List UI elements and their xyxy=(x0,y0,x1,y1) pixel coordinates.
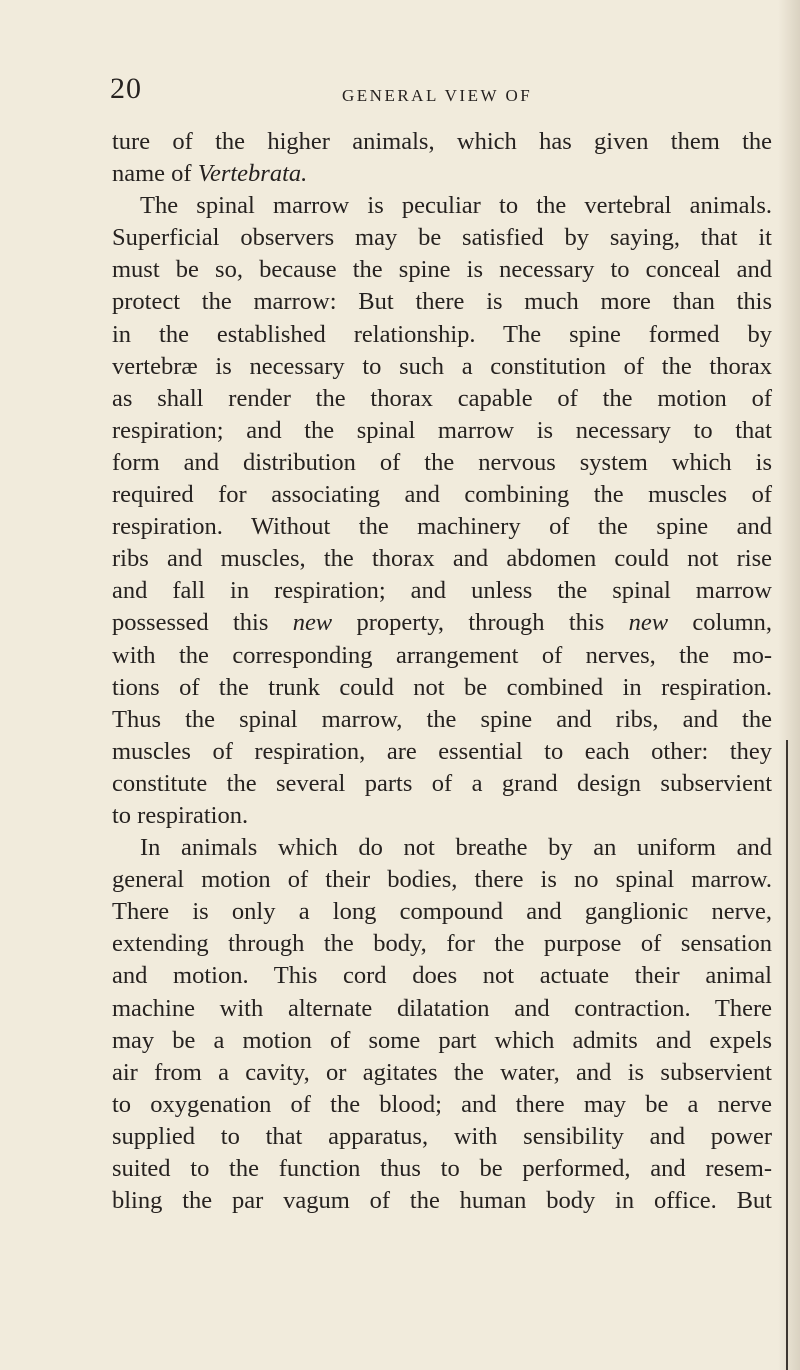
text-line xyxy=(112,1057,772,1089)
text-line xyxy=(112,286,772,318)
text-segment: column, xyxy=(668,609,772,637)
text-line xyxy=(112,896,772,928)
text-line xyxy=(112,640,772,672)
text-segment: and fall in respiration; and unless the spinal marrow xyxy=(112,577,772,605)
text-line xyxy=(112,158,772,190)
text-line xyxy=(112,1153,772,1185)
text-line xyxy=(112,479,772,511)
text-segment: respiration; and the spinal marrow is necessary to that xyxy=(112,416,772,444)
text-segment: required for associating and combining the muscles of xyxy=(112,481,772,509)
running-title: GENERAL VIEW OF xyxy=(342,86,533,105)
text-line xyxy=(112,543,772,575)
text-segment: with the corresponding arrangement of nerves, the mo- xyxy=(112,641,772,669)
text-line xyxy=(112,126,772,158)
text-segment: extending through the body, for the purpose of sensation xyxy=(112,930,772,958)
text-line xyxy=(112,864,772,896)
text-segment: may be a motion of some part which admits and expels xyxy=(112,1026,772,1054)
page-edge-shadow xyxy=(778,0,800,1370)
text-segment: possessed this xyxy=(112,609,293,637)
text-line xyxy=(112,351,772,383)
text-segment: muscles of respiration, are essential to each other: they xyxy=(112,737,772,765)
text-segment: Superficial observers may be satisfied by saying, that it xyxy=(112,224,772,252)
text-line xyxy=(112,511,772,543)
text-segment: general motion of their bodies, there is no spinal marrow. xyxy=(112,866,772,894)
text-segment: vertebræ is necessary to such a constitution of the thorax xyxy=(112,352,772,380)
text-line xyxy=(112,672,772,704)
text-segment: name of xyxy=(112,160,198,188)
text-line xyxy=(112,993,772,1025)
text-line xyxy=(112,960,772,992)
text-segment: form and distribution of the nervous system which is xyxy=(112,448,772,476)
text-segment: respiration. Without the machinery of the spine and xyxy=(112,513,772,541)
text-segment: as shall render the thorax capable of the motion of xyxy=(112,384,772,412)
text-segment: must be so, because the spine is necessary to conceal and xyxy=(112,256,772,284)
italic-text: Vertebrata. xyxy=(197,160,308,188)
text-line xyxy=(112,607,772,639)
text-segment: In animals which do not breathe by an uniform and xyxy=(140,834,772,862)
text-line xyxy=(112,1121,772,1153)
text-segment: constitute the several parts of a grand design subservient xyxy=(112,769,772,797)
text-segment: machine with alternate dilatation and contraction. There xyxy=(112,994,772,1022)
italic-text: new xyxy=(628,609,669,637)
text-line xyxy=(112,704,772,736)
text-segment: property, through this xyxy=(332,609,629,637)
text-segment: to respiration. xyxy=(112,801,249,829)
body-text xyxy=(112,126,772,1217)
text-line xyxy=(112,1089,772,1121)
text-line xyxy=(112,768,772,800)
text-line xyxy=(112,383,772,415)
text-line xyxy=(112,575,772,607)
text-segment: supplied to that apparatus, with sensibility and power xyxy=(112,1122,772,1150)
text-line xyxy=(112,415,772,447)
running-head xyxy=(110,72,750,112)
text-line xyxy=(112,447,772,479)
text-segment: suited to the function thus to be performed, and resem- xyxy=(112,1155,772,1182)
text-line xyxy=(112,319,772,351)
text-segment: tions of the trunk could not be combined in respiration. xyxy=(112,673,772,701)
text-segment: and motion. This cord does not actuate their animal xyxy=(112,962,772,990)
text-segment: Thus the spinal marrow, the spine and ribs, and the xyxy=(112,705,772,733)
text-segment: ribs and muscles, the thorax and abdomen could not rise xyxy=(112,545,772,573)
text-line xyxy=(112,222,772,254)
text-line xyxy=(112,190,772,222)
page-edge-line xyxy=(786,740,788,1370)
text-segment: in the established relationship. The spine formed by xyxy=(112,320,772,348)
text-line xyxy=(112,1185,772,1217)
text-segment: protect the marrow: But there is much more than this xyxy=(112,288,772,316)
text-line xyxy=(112,800,772,832)
text-line xyxy=(112,1025,772,1057)
text-segment: The spinal marrow is peculiar to the vertebral animals. xyxy=(140,192,772,220)
italic-text: new xyxy=(292,609,333,637)
text-line xyxy=(112,254,772,286)
text-segment: to oxygenation of the blood; and there may be a nerve xyxy=(112,1090,772,1118)
text-segment: There is only a long compound and ganglionic nerve, xyxy=(112,898,772,926)
text-segment: ture of the higher animals, which has given them the xyxy=(112,128,772,155)
text-line xyxy=(112,928,772,960)
text-line xyxy=(112,736,772,768)
text-segment: bling the par vagum of the human body in office. But xyxy=(112,1187,772,1215)
page-number: 20 xyxy=(110,72,142,105)
text-line xyxy=(112,832,772,864)
text-segment: air from a cavity, or agitates the water, and is subservient xyxy=(112,1058,772,1086)
